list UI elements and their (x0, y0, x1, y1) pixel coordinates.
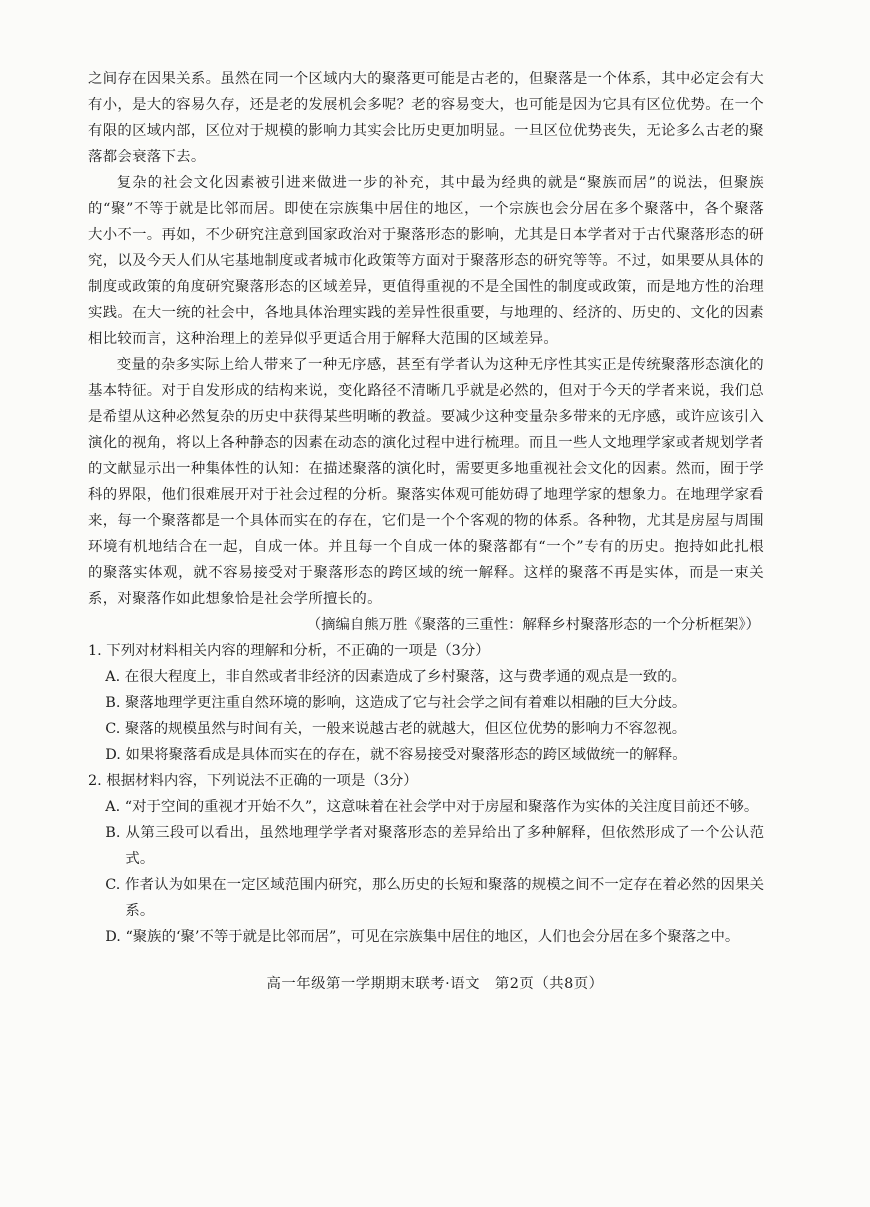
question-1-option-c: C. 聚落的规模虽然与时间有关，一般来说越古老的就越大，但区位优势的影响力不容忽视。 (105, 721, 687, 737)
passage-paragraph-3: 变量的杂多实际上给人带来了一种无序感，甚至有学者认为这种无序性其实正是传统聚落形态演化的基本特征。对于自发形成的结构来说，变化路径不清晰几乎就是必然的，但对于今天的学者来说，我们总是希望从这种必然复杂的历史中获得某些明晰的教益。要减少这种变量杂多带来的无序感，或许应该引入演化的视角，将以上各种静态的因素在动态的演化过程中进行梳理。而且一些人文地理学家或者规划学者的文献显示出一种集体性的认知：在描述聚落的演化时，需要更多地重视社会文化的因素。然而，囿于学科的界限，他们很难展开对于社会过程的分析。聚落实体观可能妨碍了地理学家的想象力。在地理学家看来，每一个聚落都是一个具体而实在的存在，它们是一个个客观的物的体系。各种物，尤其是房屋与周围环境有机地结合在一起，自成一体。并且每一个自成一体的聚落都有“一个”专有的历史。抱持如此扎根的聚落实体观，就不容易接受对于聚落形态的跨区域的统一解释。这样的聚落不再是实体，而是一束关系，对聚落作如此想象恰是社会学所擅长的。 (88, 357, 764, 607)
question-2-option-a: A. “对于空间的重视才开始不久”，这意味着在社会学中对于房屋和聚落作为实体的关注度目前还不够。 (105, 799, 759, 815)
question-1-option-d: D. 如果将聚落看成是具体而实在的存在，就不容易接受对聚落形态的跨区域做统一的解释。 (105, 747, 687, 763)
question-2-stem: 2. 根据材料内容，下列说法不正确的一项是（3分） (88, 773, 418, 789)
passage-paragraph-2: 复杂的社会文化因素被引进来做进一步的补充，其中最为经典的就是“聚族而居”的说法，但聚族的“聚”不等于就是比邻而居。即使在宗族集中居住的地区，一个宗族也会分居在多个聚落中，各个聚落大小不一。再如，不少研究注意到国家政治对于聚落形态的影响，尤其是日本学者对于古代聚落形态的研究，以及今天人们从宅基地制度或者城市化政策等方面对于聚落形态的研究等等。不过，如果要从具体的制度或政策的角度研究聚落形态的区域差异，更值得重视的不是全国性的制度或政策，而是地方性的治理实践。在大一统的社会中，各地具体治理实践的差异性很重要，与地理的、经济的、历史的、文化的因素相比较而言，这种治理上的差异似乎更适合用于解释大范围的区域差异。 (88, 175, 764, 347)
question-1-stem: 1. 下列对材料相关内容的理解和分析，不正确的一项是（3分） (88, 643, 490, 659)
question-1 (88, 638, 764, 768)
question-1-option-a: A. 在很大程度上，非自然或者非经济的因素造成了乡村聚落，这与费孝通的观点是一致的。 (105, 669, 687, 685)
page-content (88, 66, 764, 950)
passage-source: （摘编自熊万胜《聚落的三重性：解释乡村聚落形态的一个分析框架》） (306, 617, 760, 633)
question-1-option-b: B. 聚落地理学更注重自然环境的影响，这造成了它与社会学之间有着难以相融的巨大分歧。 (105, 695, 687, 711)
question-2-option-b: B. 从第三段可以看出，虽然地理学学者对聚落形态的差异给出了多种解释，但依然形成了一个公认范式。 (105, 825, 764, 867)
question-2 (88, 768, 764, 950)
page-footer: 高一年级第一学期期末联考·语文 第2页（共8页） (266, 976, 604, 992)
question-2-option-c: C. 作者认为如果在一定区域范围内研究，那么历史的长短和聚落的规模之间不一定存在着必然的因果关系。 (105, 877, 764, 919)
question-2-option-d: D. “聚族的‘聚’不等于就是比邻而居”，可见在宗族集中居住的地区，人们也会分居在多个聚落之中。 (105, 929, 740, 945)
passage-paragraph-1: 之间存在因果关系。虽然在同一个区域内大的聚落更可能是古老的，但聚落是一个体系，其中必定会有大有小，是大的容易久存，还是老的发展机会多呢？老的容易变大，也可能是因为它具有区位优势。在一个有限的区域内部，区位对于规模的影响力其实会比历史更加明显。一旦区位优势丧失，无论多么古老的聚落都会衰落下去。 (88, 71, 764, 165)
